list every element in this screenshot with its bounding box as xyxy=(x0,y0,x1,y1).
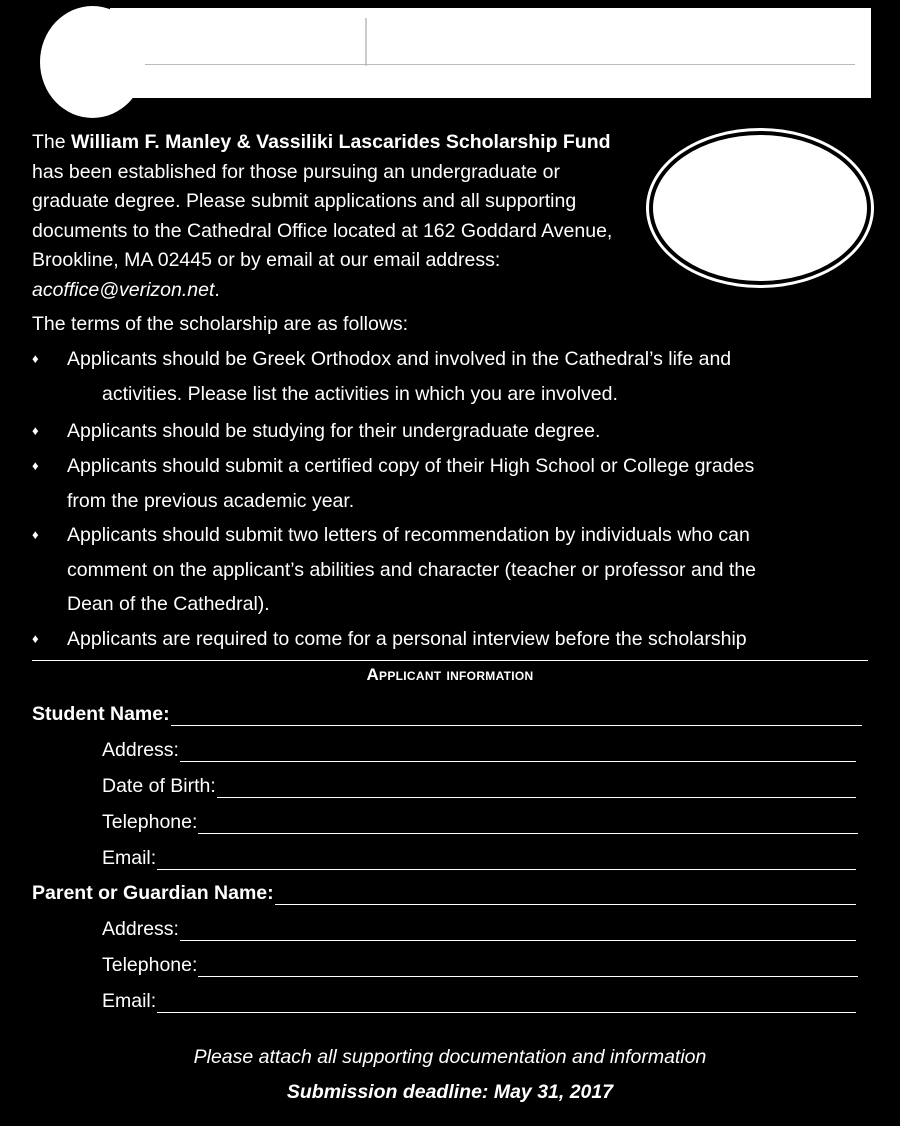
term-4-line-1: Applicants should submit two letters of recommendation by individuals who can xyxy=(67,524,750,546)
cathedral-logo xyxy=(40,6,145,118)
term-3-line-1: Applicants should submit a certified copy of their High School or College grades xyxy=(67,455,755,477)
photo-frame xyxy=(646,128,874,288)
parent-name-label: Parent or Guardian Name: xyxy=(32,882,274,904)
header-banner xyxy=(110,8,871,98)
parent-address-input[interactable] xyxy=(180,921,856,941)
intro-body: has been established for those pursuing an undergraduate or graduate degree. Please submit applications and all supporting documents to the Cathedral Office located at 162 Goddard Avenue, Brookline, MA 02445 or by email at our email address: xyxy=(32,160,613,271)
header-rule xyxy=(145,64,855,65)
bullet-icon: ♦ xyxy=(32,351,39,366)
photo-placeholder xyxy=(653,135,867,281)
parent-telephone-label: Telephone: xyxy=(102,954,198,976)
parent-telephone-field[interactable] xyxy=(102,949,858,977)
office-email[interactable]: acoffice@verizon.net xyxy=(32,278,215,301)
term-4-line-3: Dean of the Cathedral). xyxy=(67,593,270,615)
bullet-icon: ♦ xyxy=(32,527,39,542)
parent-address-field[interactable] xyxy=(102,913,856,941)
parent-email-label: Email: xyxy=(102,990,157,1012)
footer-note: Please attach all supporting documentation and information xyxy=(193,1046,707,1068)
intro-end: . xyxy=(214,278,220,301)
term-3-line-2: from the previous academic year. xyxy=(67,489,355,512)
parent-name-field[interactable] xyxy=(32,877,856,905)
student-telephone-field[interactable] xyxy=(102,806,858,834)
date-of-birth-label: Date of Birth: xyxy=(102,775,216,797)
intro-lead: The xyxy=(32,131,72,153)
student-address-input[interactable] xyxy=(180,742,856,762)
student-email-field[interactable] xyxy=(102,842,856,870)
section-divider xyxy=(32,660,868,661)
term-5-line-1: Applicants are required to come for a personal interview before the scholarship xyxy=(67,628,747,650)
student-email-input[interactable] xyxy=(157,850,856,870)
date-of-birth-field[interactable] xyxy=(102,770,856,798)
bullet-icon: ♦ xyxy=(32,458,39,473)
parent-telephone-input[interactable] xyxy=(198,957,858,977)
student-email-label: Email: xyxy=(102,847,157,869)
fund-name: William F. Manley & Vassiliki Lascarides Scholarship Fund xyxy=(71,131,611,153)
bullet-icon: ♦ xyxy=(32,631,39,646)
student-address-label: Address: xyxy=(102,739,179,761)
section-title: Applicant information xyxy=(366,665,534,684)
term-1-line-1: Applicants should be Greek Orthodox and involved in the Cathedral’s life and xyxy=(67,348,732,370)
student-name-input[interactable] xyxy=(171,706,862,726)
student-telephone-input[interactable] xyxy=(198,814,858,834)
bullet-icon: ♦ xyxy=(32,423,39,438)
term-2-line-1: Applicants should be studying for their undergraduate degree. xyxy=(67,420,601,442)
parent-email-input[interactable] xyxy=(157,993,856,1013)
date-of-birth-input[interactable] xyxy=(217,778,856,798)
parent-name-input[interactable] xyxy=(275,885,856,905)
parent-address-label: Address: xyxy=(102,918,179,940)
term-1-line-2: activities. Please list the activities in which you are involved. xyxy=(102,382,618,405)
student-name-label: Student Name: xyxy=(32,703,170,725)
terms-label: The terms of the scholarship are as follows: xyxy=(32,313,409,335)
header-divider xyxy=(365,18,367,66)
student-address-field[interactable] xyxy=(102,734,856,762)
term-4-line-2: comment on the applicant’s abilities and character (teacher or professor and the xyxy=(67,558,757,581)
student-name-field[interactable] xyxy=(32,698,862,726)
submission-deadline: Submission deadline: May 31, 2017 xyxy=(286,1081,614,1103)
student-telephone-label: Telephone: xyxy=(102,811,198,833)
parent-email-field[interactable] xyxy=(102,985,856,1013)
intro-paragraph xyxy=(32,128,642,305)
